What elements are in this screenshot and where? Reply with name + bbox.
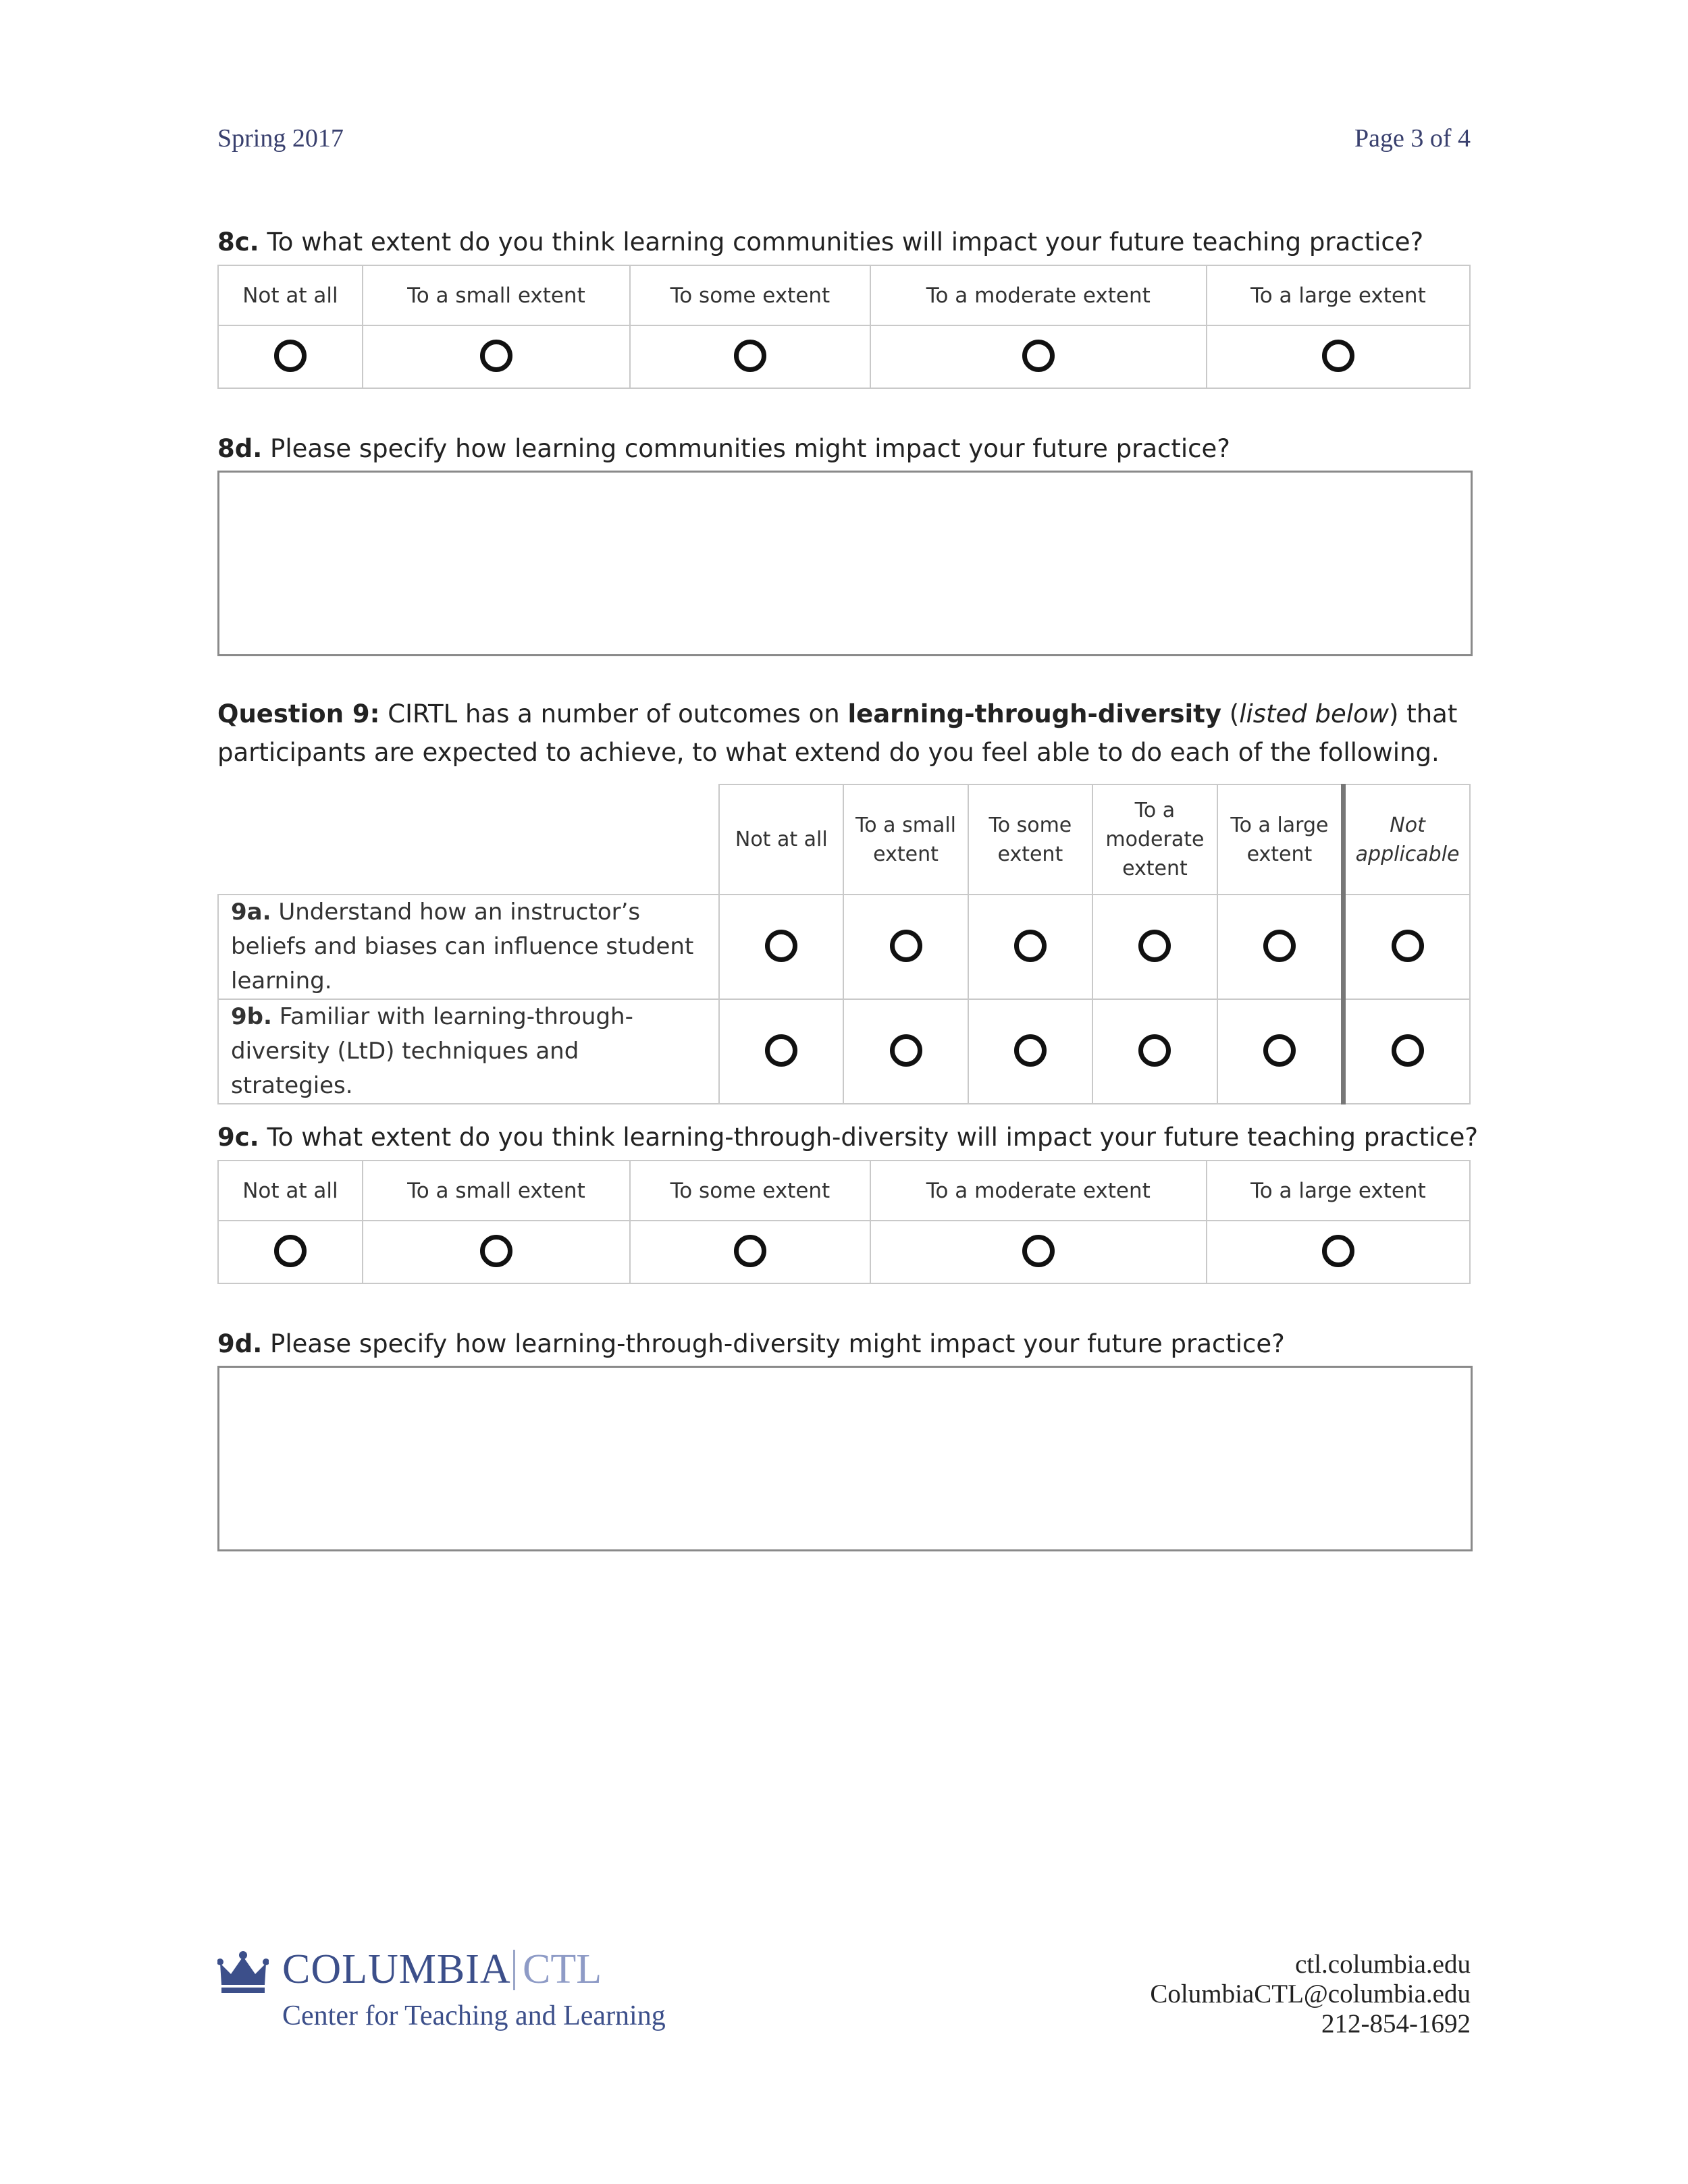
scale-label: To a small extent [363,265,630,325]
scale-label: To a moderate extent [870,265,1207,325]
column-header: To a large extent [1217,784,1344,895]
question-number: 9c. [217,1123,259,1152]
radio-9c-not-at-all[interactable] [274,1235,307,1267]
columbia-ctl-logo [217,1946,704,2047]
radio-9c-some-extent[interactable] [734,1235,766,1267]
column-header: To a small extent [843,784,968,895]
header-term: Spring 2017 [217,124,344,153]
scale-label: To some extent [630,1161,870,1221]
question-text: Please specify how learning communities might impact your future practice? [262,434,1230,463]
italic-term: listed below [1239,699,1389,728]
radio-9b-moderate-extent[interactable] [1138,1034,1171,1067]
question-number: 8c. [217,228,259,257]
radio-9b-large-extent[interactable] [1263,1034,1296,1067]
phone-number: 212-854-1692 [1321,2009,1471,2038]
radio-9c-large-extent[interactable] [1322,1235,1354,1267]
radio-8c-some-extent[interactable] [734,340,766,372]
item-number: 9a. [231,899,271,926]
scale-label: To some extent [630,265,870,325]
answer-box-8d[interactable] [217,471,1473,656]
question-text: Please specify how learning-through-diversity might impact your future practice? [262,1329,1285,1358]
scale-label: To a large extent [1207,265,1470,325]
radio-8c-moderate-extent[interactable] [1022,340,1055,372]
item-text: Familiar with learning-through-diversity (LtD) techniques and strategies. [231,1003,633,1099]
answer-box-9d[interactable] [217,1366,1473,1551]
radio-9a-not-applicable[interactable] [1392,930,1424,962]
column-header: To some extent [968,784,1092,895]
question-text: To what extent do you think learning communities will impact your future teaching practice? [259,228,1424,257]
scale-label: To a moderate extent [870,1161,1207,1221]
radio-9a-moderate-extent[interactable] [1138,930,1171,962]
question-9c [217,1118,1500,1156]
radio-9b-not-at-all[interactable] [765,1034,797,1067]
radio-9a-small-extent[interactable] [890,930,922,962]
email-link[interactable]: ColumbiaCTL@columbia.edu [1150,1979,1471,2008]
radio-9a-some-extent[interactable] [1014,930,1047,962]
question-number: 9d. [217,1329,263,1358]
question-9d [217,1325,1500,1363]
radio-8c-not-at-all[interactable] [274,340,307,372]
column-header: Not at all [719,784,843,895]
radio-8c-small-extent[interactable] [480,340,512,372]
radio-9a-large-extent[interactable] [1263,930,1296,962]
scale-label: To a small extent [363,1161,630,1221]
scale-table-9c [217,1160,1471,1284]
column-header-not-applicable: Not applicable [1344,784,1470,895]
column-header: To a moderate extent [1092,784,1217,895]
radio-8c-large-extent[interactable] [1322,340,1354,372]
logo-name: COLUMBIA [282,1946,511,1992]
logo-unit: CTL [523,1946,602,1992]
question-9-matrix [217,784,1471,1104]
question-8c [217,223,1500,261]
radio-9b-small-extent[interactable] [890,1034,922,1067]
logo-subtitle: Center for Teaching and Learning [282,2000,666,2031]
scale-label: Not at all [218,1161,363,1221]
scale-label: Not at all [218,265,363,325]
radio-9c-small-extent[interactable] [480,1235,512,1267]
logo-divider [513,1950,515,1990]
question-text: CIRTL has a number of outcomes on [379,699,848,728]
question-9-intro: Question 9: CIRTL has a number of outcomes on learning-through-diversity (listed below) that participants are expected to achieve, to what extend do you feel able to do each of the following. [217,699,1458,767]
scale-table-8c [217,265,1471,389]
scale-label: To a large extent [1207,1161,1470,1221]
bold-term: learning-through-diversity [847,699,1221,728]
item-number: 9b. [231,1003,272,1030]
radio-9c-moderate-extent[interactable] [1022,1235,1055,1267]
question-number: Question 9: [217,699,380,728]
question-number: 8d. [217,434,263,463]
footer-contact [1150,1950,1471,2039]
item-text: Understand how an instructor’s beliefs and biases can influence student learning. [231,899,694,994]
website-link[interactable]: ctl.columbia.edu [1295,1950,1471,1979]
radio-9a-not-at-all[interactable] [765,930,797,962]
question-8d [217,429,1500,468]
crown-icon [217,1951,269,1994]
item-9a [218,895,719,999]
question-text: To what extent do you think learning-through-diversity will impact your future teaching practice? [259,1123,1478,1152]
radio-9b-some-extent[interactable] [1014,1034,1047,1067]
header-page-number: Page 3 of 4 [1354,124,1471,153]
item-9b [218,999,719,1104]
radio-9b-not-applicable[interactable] [1392,1034,1424,1067]
